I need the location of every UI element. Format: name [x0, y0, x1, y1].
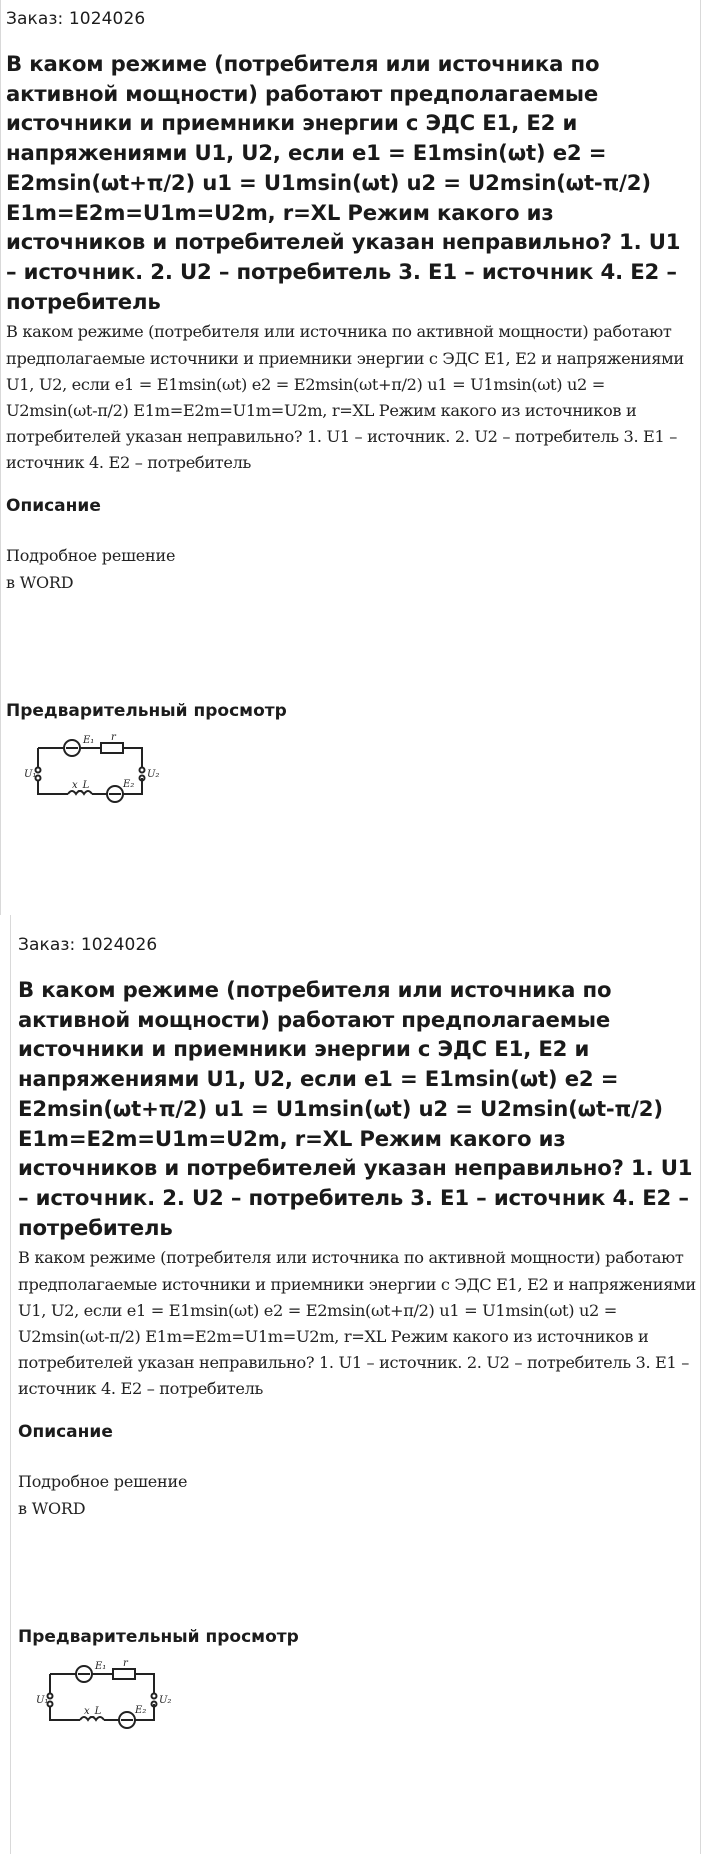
preview-heading: Предварительный просмотр [18, 1626, 299, 1647]
description-heading: Описание [6, 495, 101, 516]
label-e1: E₁ [83, 734, 95, 746]
label-e2: E₂ [123, 778, 135, 790]
label-u1: U₁ [24, 768, 37, 780]
label-xl: x_L [84, 1705, 102, 1717]
order-block [6, 8, 686, 814]
preview-heading: Предварительный просмотр [6, 700, 287, 721]
label-u2: U₂ [159, 1694, 172, 1706]
task-description: В каком режиме (потребителя или источника по активной мощности) работают предполагаемые источники и приемники энергии с ЭДС E1, E2 и напряжениями U1, U2, если e1 = E1msin(ωt) e2 = E2msin(ωt+π/2) u1 = U1msin(ωt) u2 = U2msin(ωt-π/2) E1m=E2m=U1m=U2m, r=XL Режим какого из источников и потребителей указан неправильно? 1. U1 – источник. 2. U2 – потребитель 3. E1 – источник 4. E2 – потребитель [6, 322, 684, 473]
order-number: Заказ: 1024026 [6, 9, 146, 29]
circuit-diagram [28, 1660, 178, 1740]
task-title: В каком режиме (потребителя или источника по активной мощности) работают предполагаемые источники и приемники энергии с ЭДС E1, E2 и напряжениями U1, U2, если e1 = E1msin(ωt) e2 = E2msin(ωt+π/2) u1 = U1msin(ωt) u2 = U2msin(ωt-π/2) E1m=E2m=U1m=U2m, r=XL Режим какого из источников и потребителей указан неправильно? 1. U1 – источник. 2. U2 – потребитель 3. E1 – источник 4. E2 – потребитель [18, 977, 693, 1240]
circuit-diagram [16, 734, 166, 814]
preview-block [18, 934, 698, 1740]
description-heading: Описание [18, 1421, 113, 1442]
label-e1: E₁ [95, 1660, 107, 1672]
label-r: r [123, 1659, 128, 1669]
label-e2: E₂ [135, 1704, 147, 1716]
task-description: В каком режиме (потребителя или источника по активной мощности) работают предполагаемые источники и приемники энергии с ЭДС E1, E2 и напряжениями U1, U2, если e1 = E1msin(ωt) e2 = E2msin(ωt+π/2) u1 = U1msin(ωt) u2 = U2msin(ωt-π/2) E1m=E2m=U1m=U2m, r=XL Режим какого из источников и потребителей указан неправильно? 1. U1 – источник. 2. U2 – потребитель 3. E1 – источник 4. E2 – потребитель [18, 1248, 696, 1399]
solution-text: Подробное решение в WORD [6, 545, 176, 592]
task-title: В каком режиме (потребителя или источника по активной мощности) работают предполагаемые источники и приемники энергии с ЭДС E1, E2 и напряжениями U1, U2, если e1 = E1msin(ωt) e2 = E2msin(ωt+π/2) u1 = U1msin(ωt) u2 = U2msin(ωt-π/2) E1m=E2m=U1m=U2m, r=XL Режим какого из источников и потребителей указан неправильно? 1. U1 – источник. 2. U2 – потребитель 3. E1 – источник 4. E2 – потребитель [6, 51, 681, 314]
label-u2: U₂ [147, 768, 160, 780]
label-r: r [111, 733, 116, 743]
solution-text: Подробное решение в WORD [18, 1471, 188, 1518]
label-xl: x_L [72, 779, 90, 791]
label-u1: U₁ [36, 1694, 49, 1706]
order-number: Заказ: 1024026 [18, 935, 158, 955]
